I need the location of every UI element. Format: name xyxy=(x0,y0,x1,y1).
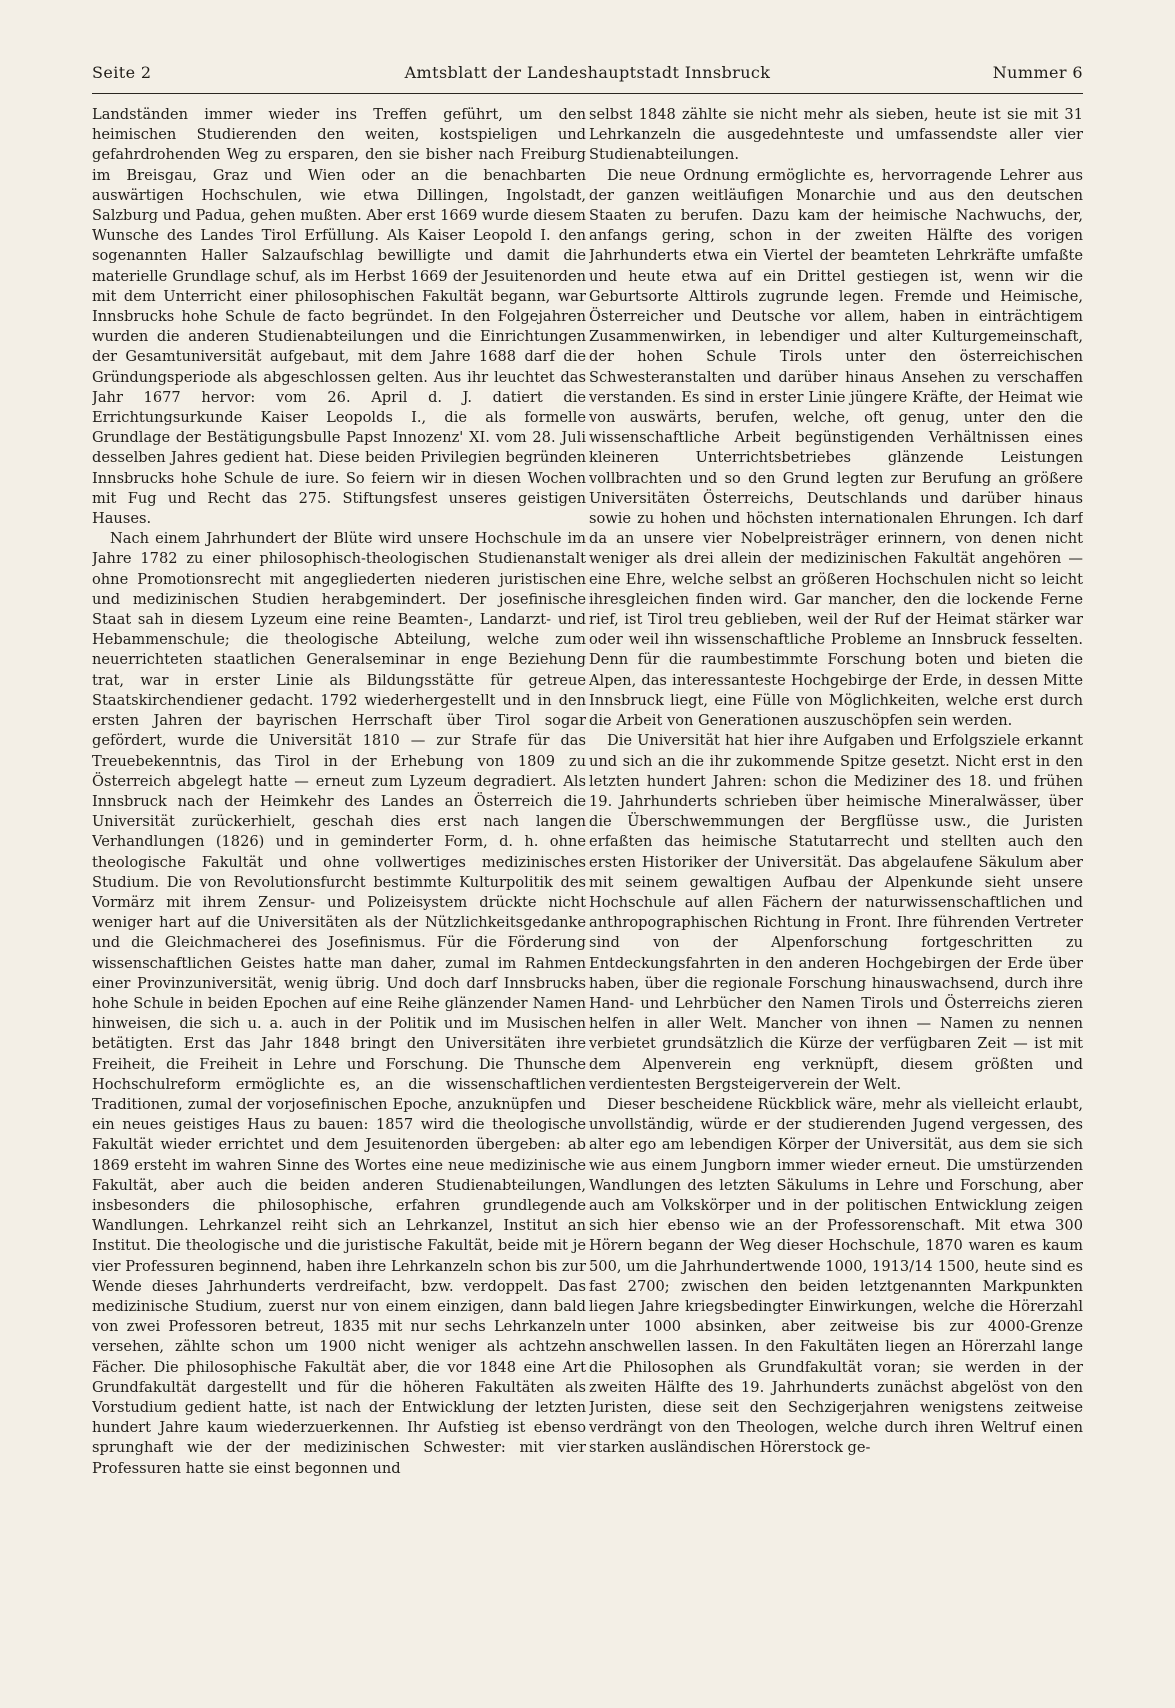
right-column xyxy=(589,105,1083,1677)
header-rule xyxy=(92,93,1083,94)
paragraph: selbst 1848 zählte sie nicht mehr als sieben, heute ist sie mit 31 Lehrkanzeln die ausgedehnteste und umfassendste aller vier Studienabteilungen. xyxy=(589,106,1083,164)
paragraph: Die neue Ordnung ermöglichte es, hervorragende Lehrer aus der ganzen weitläufigen Monarchie und aus den deutschen Staaten zu berufen. Dazu kam der heimische Nachwuchs, der, anfangs gering, schon in der zweiten Hälfte des vorigen Jahrhunderts etwa ein Viertel der beamteten Lehrkräfte umfaßte und heute etwa auf ein Drittel gestiegen ist, wenn wir die Geburtsorte Alttirols zugrunde legen. Fremde und Heimische, Österreicher und Deutsche vor allem, haben in einträchtigem Zusammenwirken, in lebendiger und alter Kulturgemeinschaft, der hohen Schule Tirols unter den österreichischen Schwesteranstalten und darüber hinaus Ansehen zu verschaffen verstanden. Es sind in erster Linie jüngere Kräfte, der Heimat wie von auswärts, berufen, welche, oft genug, unter den die wissenschaftliche Arbeit begünstigenden Verhältnissen eines kleineren Unterrichtsbetriebes glänzende Leistungen vollbrachten und so den Grund legten zur Berufung an größere Universitäten Österreichs, Deutschlands und darüber hinaus sowie zu hohen und höchsten internationalen Ehrungen. Ich darf da an unsere vier Nobelpreisträger erinnern, von denen nicht weniger als drei allein der medizinischen Fakultät angehören — eine Ehre, welche selbst an größeren Hochschulen nicht so leicht ihresgleichen finden wird. Gar mancher, den die lockende Ferne rief, ist Tirol treu geblieben, weil der Ruf der Heimat stärker war oder weil ihn wissenschaftliche Probleme an Innsbruck fesselten. Denn für die raumbestimmte Forschung boten und bieten die Alpen, das interessanteste Hochgebirge der Erde, in dessen Mitte Innsbruck liegt, eine Fülle von Möglichkeiten, welche erst durch die Arbeit von Generationen auszuschöpfen sein werden. xyxy=(589,166,1083,730)
page-number: Seite 2 xyxy=(92,63,152,82)
paragraph: Landständen immer wieder ins Treffen geführt, um den heimischen Studierenden den weiten, kostspieligen und gefahrdrohenden Weg zu ersparen, den sie bisher nach Freiburg im Breisgau, Graz und Wien oder an die benachbarten auswärtigen Hochschulen, wie etwa Dillingen, Ingolstadt, Salzburg und Padua, gehen mußten. Aber erst 1669 wurde diesem Wunsche des Landes Tirol Erfüllung. Als Kaiser Leopold I. den sogenannten Haller Salzaufschlag bewilligte und damit die materielle Grundlage schuf, als im Herbst 1669 der Jesuitenorden mit dem Unterricht einer philosophischen Fakultät begann, war Innsbrucks hohe Schule de facto begründet. In den Folgejahren wurden die anderen Studienabteilungen und die Einrichtungen der Gesamtuniversität aufgebaut, mit dem Jahre 1688 darf die Gründungsperiode als abgeschlossen gelten. Aus ihr leuchtet das Jahr 1677 hervor: vom 26. April d. J. datiert die Errichtungsurkunde Kaiser Leopolds I., die als formelle Grundlage der Bestätigungsbulle Papst Innozenz' XI. vom 28. Juli desselben Jahres gedient hat. Diese beiden Privilegien begründen Innsbrucks hohe Schule de iure. So feiern wir in diesen Wochen mit Fug und Recht das 275. Stiftungsfest unseres geistigen Hauses. xyxy=(92,106,586,528)
issue-number: Nummer 6 xyxy=(992,63,1083,82)
paragraph: Nach einem Jahrhundert der Blüte wird unsere Hochschule im Jahre 1782 zu einer philosophisch-theologischen Studienanstalt ohne Promotionsrecht mit angegliederten niederen juristischen und medizinischen Studien herabgemindert. Der josefinische Staat sah in diesem Lyzeum eine reine Beamten-, Landarzt- und Hebammenschule; die theologische Abteilung, welche zum neuerrichteten staatlichen Generalseminar in enge Beziehung trat, war in erster Linie als Bildungsstätte für getreue Staatskirchendiener gedacht. 1792 wiederhergestellt und in den ersten Jahren der bayrischen Herrschaft über Tirol sogar gefördert, wurde die Universität 1810 — zur Strafe für das Treuebekenntnis, das Tirol in der Erhebung von 1809 zu Österreich abgelegt hatte — erneut zum Lyzeum degradiert. Als Innsbruck nach der Heimkehr des Landes an Österreich die Universität zurückerhielt, geschah dies erst nach langen Verhandlungen (1826) und in geminderter Form, d. h. ohne theologische Fakultät und ohne vollwertiges medizinisches Studium. Die von Revolutionsfurcht bestimmte Kulturpolitik des Vormärz mit ihrem Zensur- und Polizeisystem drückte nicht weniger hart auf die Universitäten als der Nützlichkeitsgedanke und die Gleichmacherei des Josefinismus. Für die Förderung wissenschaftlichen Geistes hatte man daher, zumal im Rahmen einer Provinzuniversität, wenig übrig. Und doch darf Innsbrucks hohe Schule in beiden Epochen auf eine Reihe glänzender Namen hinweisen, die sich u. a. auch in der Politik und im Musischen betätigten. Erst das Jahr 1848 bringt den Universitäten ihre Freiheit, die Freiheit in Lehre und Forschung. Die Thunsche Hochschulreform ermöglichte es, an die wissenschaftlichen Traditionen, zumal der vorjosefinischen Epoche, anzuknüpfen und ein neues geistiges Haus zu bauen: 1857 wird die theologische Fakultät wieder errichtet und dem Jesuitenorden übergeben: ab 1869 ersteht im wahren Sinne des Wortes eine neue medizinische Fakultät, aber auch die beiden anderen Studienabteilungen, insbesonders die philosophische, erfahren grundlegende Wandlungen. Lehrkanzel reiht sich an Lehrkanzel, Institut an Institut. Die theologische und die juristische Fakultät, beide mit je vier Professuren beginnend, haben ihre Lehrkanzeln schon bis zur Wende dieses Jahrhunderts verdreifacht, bzw. verdoppelt. Das medizinische Studium, zuerst nur von einem einzigen, dann bald von zwei Professoren betreut, 1835 mit nur sechs Lehrkanzeln versehen, zählte schon um 1900 nicht weniger als achtzehn Fächer. Die philosophische Fakultät aber, die vor 1848 eine Art Grundfakultät dargestellt und für die höheren Fakultäten als Vorstudium gedient hatte, ist nach der Entwicklung der letzten hundert Jahre kaum wiederzuerkennen. Ihr Aufstieg ist ebenso sprunghaft wie der der medizinischen Schwester: mit vier Professuren hatte sie einst begonnen und xyxy=(92,530,586,1477)
publication-title: Amtsblatt der Landeshauptstadt Innsbruck xyxy=(404,63,771,82)
paragraph: Dieser bescheidene Rückblick wäre, mehr als vielleicht erlaubt, unvollständig, würde er der studierenden Jugend vergessen, des alter ego am lebendigen Körper der Universität, aus dem sie sich wie aus einem Jungborn immer wieder erneut. Die umstürzenden Wandlungen des letzten Säkulums in Lehre und Forschung, aber auch am Volkskörper und in der politischen Entwicklung zeigen sich hier ebenso wie an der Professorenschaft. Mit etwa 300 Hörern begann der Weg dieser Hochschule, 1870 waren es kaum 500, um die Jahrhundertwende 1000, 1913/14 1500, heute sind es fast 2700; zwischen den beiden letztgenannten Markpunkten liegen Jahre kriegsbedingter Einwirkungen, welche die Hörerzahl unter 1000 absinken, aber zeitweise bis zur 4000-Grenze anschwellen lassen. In den Fakultäten liegen an Hörerzahl lange die Philosophen als Grundfakultät voran; sie werden in der zweiten Hälfte des 19. Jahrhunderts zunächst abgelöst von den Juristen, diese seit den Sechzigerjahren wenigstens zeitweise verdrängt von den Theologen, welche durch ihren Weltruf einen starken ausländischen Hörerstock ge- xyxy=(589,1095,1083,1457)
running-header xyxy=(92,63,1083,89)
paragraph: Die Universität hat hier ihre Aufgaben und Erfolgsziele erkannt und sich an die ihr zukommende Spitze gesetzt. Nicht erst in den letzten hundert Jahren: schon die Mediziner des 18. und frühen 19. Jahrhunderts schrieben über heimische Mineralwässer, über die Überschwemmungen der Bergflüsse usw., die Juristen erfaßten das heimische Statutarrecht und stellten auch den ersten Historiker der Universität. Das abgelaufene Säkulum aber mit seinem gewaltigen Aufbau der Alpenkunde sieht unsere Hochschule auf allen Fächern der naturwissenschaftlichen und anthropographischen Richtung in Front. Ihre führenden Vertreter sind von der Alpenforschung fortgeschritten zu Entdeckungsfahrten in den anderen Hochgebirgen der Erde über haben, über die regionale Forschung hinauswachsend, durch ihre Hand- und Lehrbücher den Namen Tirols und Österreichs zieren helfen in aller Welt. Mancher von ihnen — Namen zu nennen verbietet grundsätzlich die Kürze der verfügbaren Zeit — ist mit dem Alpenverein eng verknüpft, diesem größten und verdientesten Bergsteigerverein der Welt. xyxy=(589,732,1083,1093)
left-column xyxy=(92,105,586,1677)
